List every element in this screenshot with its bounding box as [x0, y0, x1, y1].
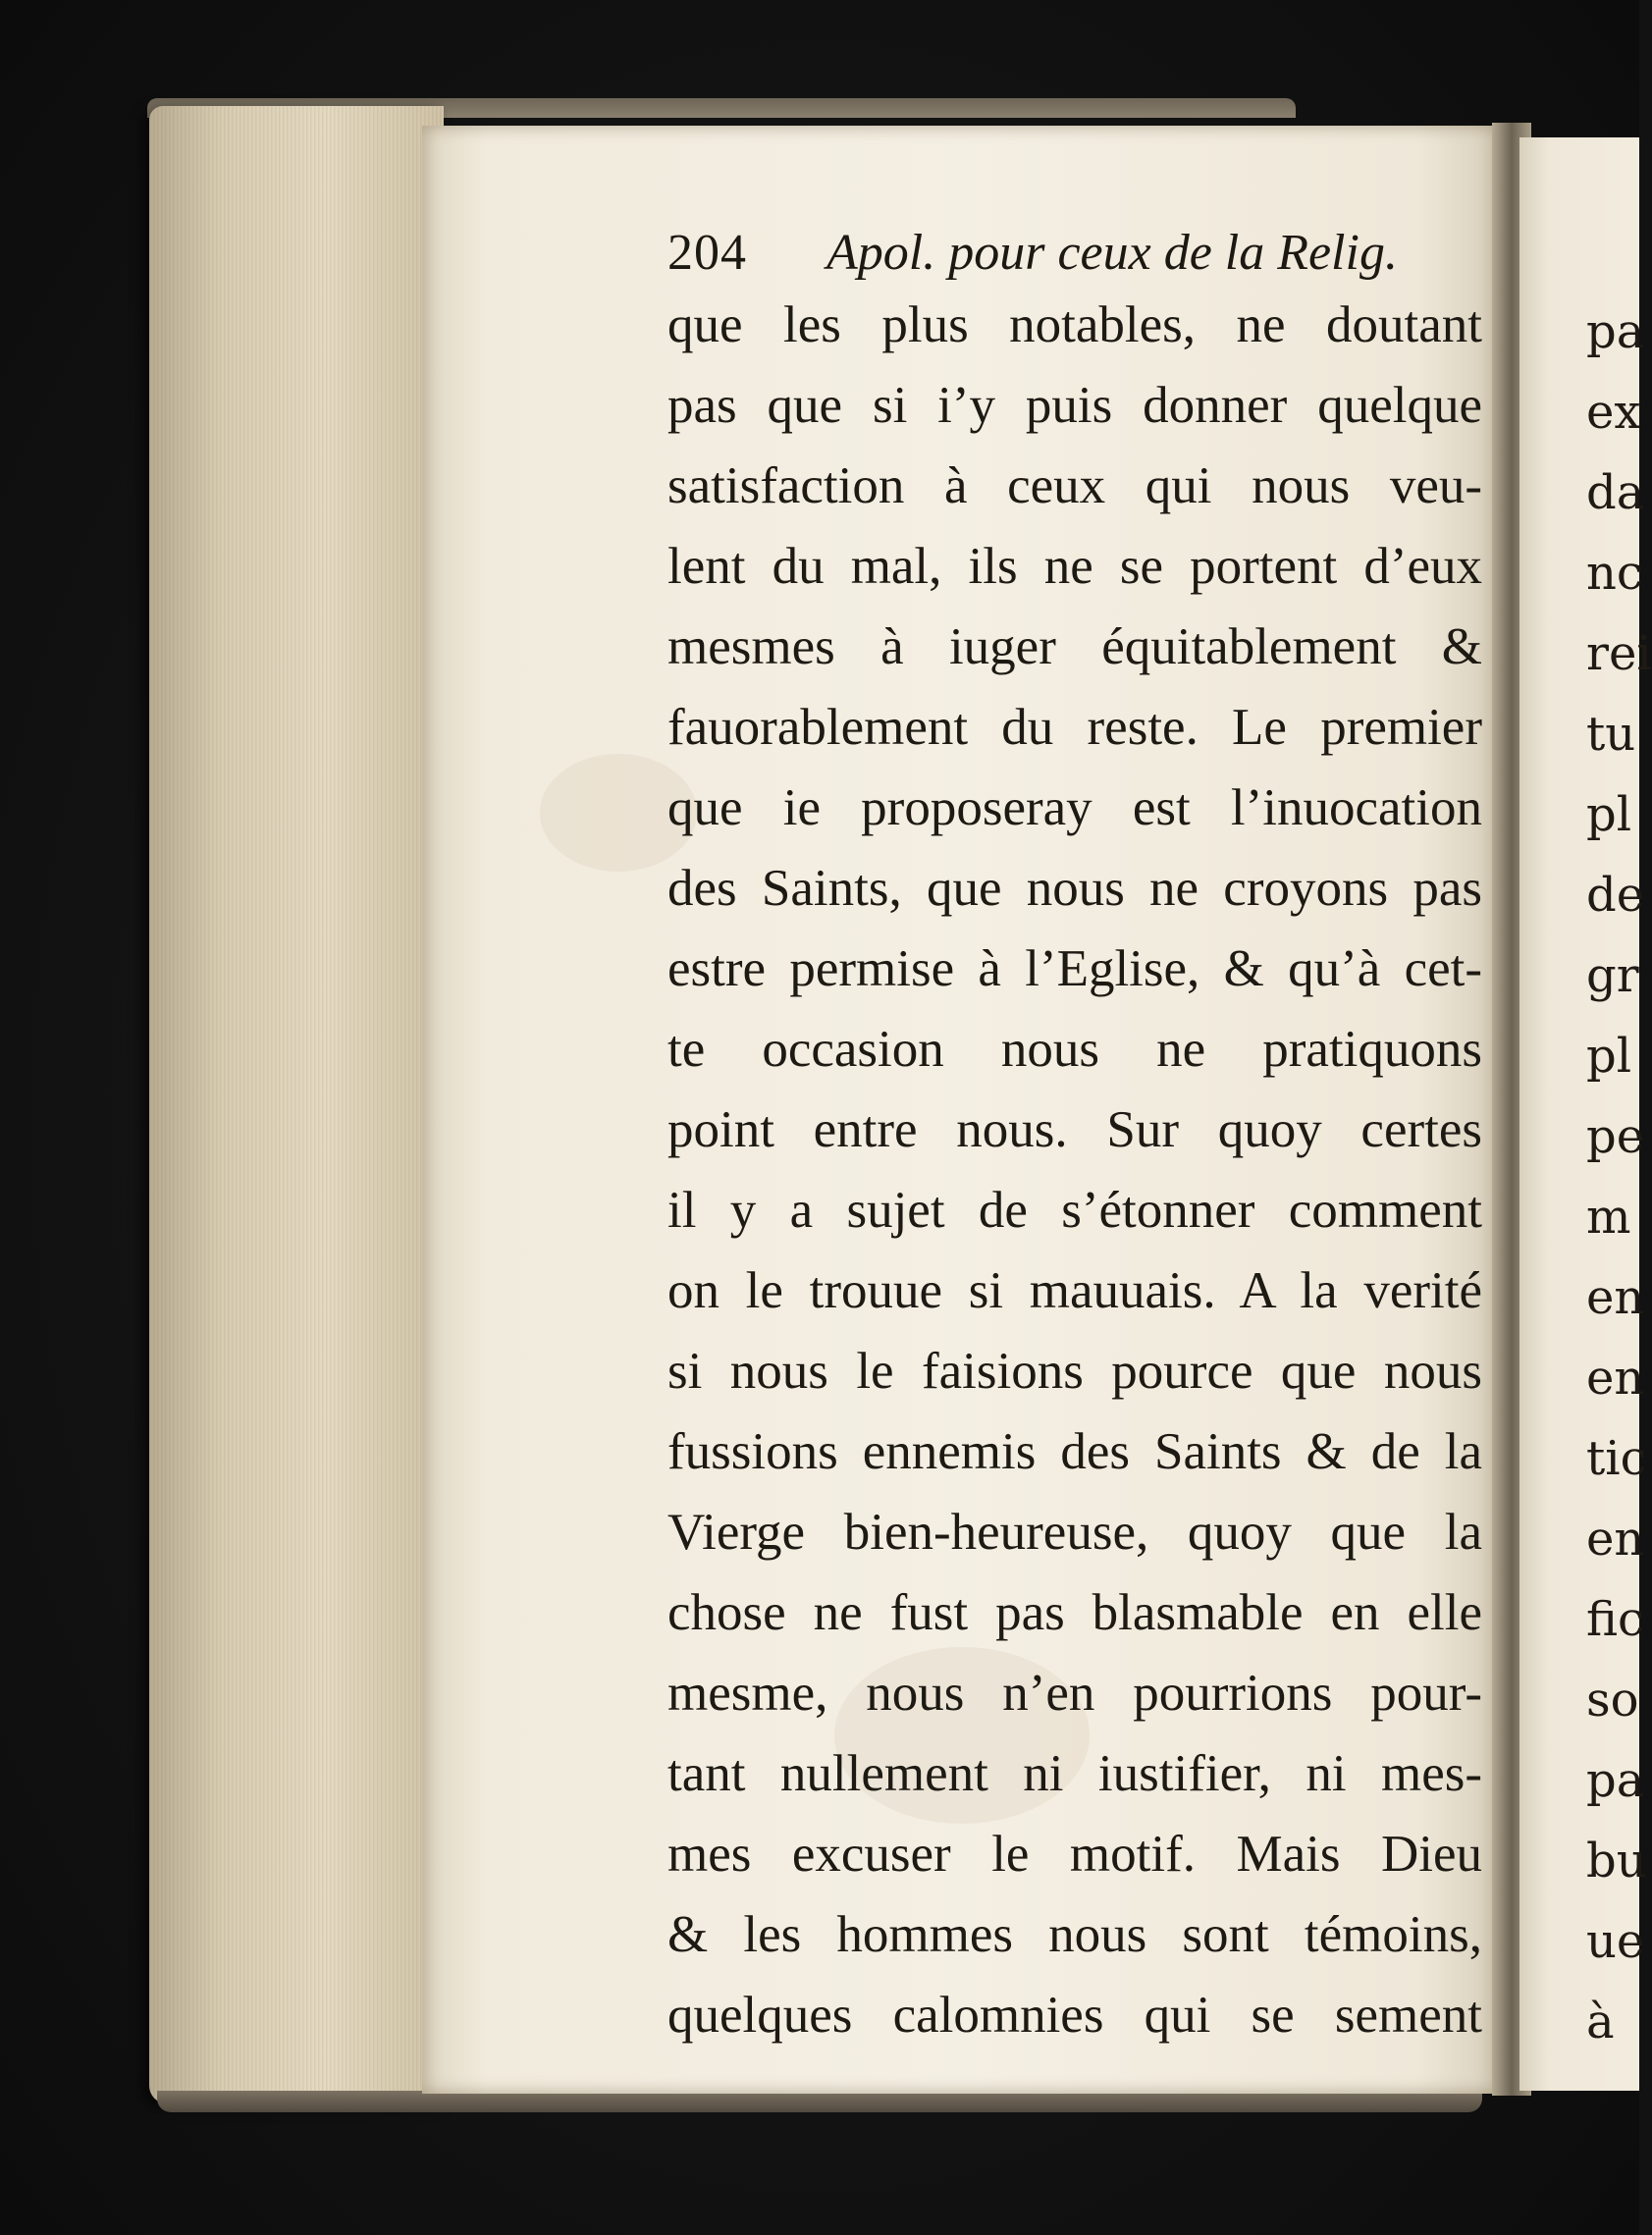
- text-line: & les hommes nous sont témoins,: [667, 1906, 1482, 1963]
- text-line: fussions ennemis des Saints & de la: [667, 1423, 1482, 1480]
- running-title: Apol. pour ceux de la Relig.: [826, 225, 1398, 281]
- facing-page-fragment: so: [1586, 1673, 1639, 1728]
- facing-page-fragment: pl: [1586, 787, 1632, 842]
- text-line: que les plus notables, ne doutant: [667, 296, 1482, 353]
- text-line: on le trouue si mauuais. A la verité: [667, 1262, 1482, 1319]
- text-line: lent du mal, ils ne se portent d’eux: [667, 538, 1482, 595]
- text-line: chose ne fust pas blasmable en elle: [667, 1584, 1482, 1641]
- book-cover-bottom-edge: [157, 2091, 1482, 2112]
- facing-page-fragment: de: [1586, 868, 1645, 923]
- facing-page-fragment: nc: [1586, 546, 1643, 601]
- facing-page-fragment: en: [1586, 1270, 1645, 1325]
- text-line: satisfaction à ceux qui nous veu-: [667, 457, 1482, 514]
- book-fore-edge: [149, 106, 444, 2103]
- text-line: que ie proposeray est l’inuocation: [667, 779, 1482, 836]
- text-line: point entre nous. Sur quoy certes: [667, 1101, 1482, 1158]
- text-line: tant nullement ni iustifier, ni mes-: [667, 1745, 1482, 1802]
- page-header: [667, 224, 1482, 293]
- text-line: mesme, nous n’en pourrions pour-: [667, 1665, 1482, 1722]
- text-line: estre permise à l’Eglise, & qu’à cet-: [667, 940, 1482, 997]
- text-line: Vierge bien-heureuse, quoy que la: [667, 1504, 1482, 1561]
- facing-page-fragment: ue: [1586, 1914, 1645, 1969]
- text-line: fauorablement du reste. Le premier: [667, 699, 1482, 756]
- facing-page-fragment: en: [1586, 1512, 1645, 1567]
- facing-page-fragment: rei: [1586, 626, 1652, 681]
- text-line: il y a sujet de s’étonner comment: [667, 1182, 1482, 1239]
- facing-page-fragment: ex: [1586, 385, 1641, 440]
- text-line: si nous le faisions pource que nous: [667, 1343, 1482, 1400]
- facing-page-fragment: en: [1586, 1351, 1645, 1406]
- facing-page-fragment: pa: [1586, 304, 1645, 359]
- text-line: te occasion nous ne pratiquons: [667, 1021, 1482, 1078]
- text-line: pas que si i’y puis donner quelque: [667, 377, 1482, 434]
- facing-page-fragment: da: [1586, 465, 1645, 520]
- text-line: mesmes à iuger équitablement &: [667, 618, 1482, 675]
- text-line: mes excuser le motif. Mais Dieu: [667, 1826, 1482, 1883]
- text-line: des Saints, que nous ne croyons pas: [667, 860, 1482, 917]
- page-number: 204: [667, 225, 747, 281]
- facing-page-fragment: fic: [1586, 1592, 1644, 1647]
- facing-page-fragment: pe: [1586, 1109, 1645, 1164]
- facing-page-fragment: gr: [1586, 948, 1639, 1003]
- facing-page-fragment: m: [1586, 1190, 1631, 1245]
- text-line: quelques calomnies qui se sement: [667, 1987, 1482, 2044]
- facing-page-fragment: pl: [1586, 1029, 1632, 1084]
- facing-page-fragment: pa: [1586, 1753, 1645, 1808]
- facing-page-fragment: à: [1586, 1995, 1615, 2049]
- facing-page: [1519, 137, 1652, 2091]
- facing-page-fragment: tic: [1586, 1431, 1647, 1486]
- facing-page-fragment: bu: [1586, 1834, 1647, 1889]
- facing-page-fragment: tu: [1586, 707, 1636, 762]
